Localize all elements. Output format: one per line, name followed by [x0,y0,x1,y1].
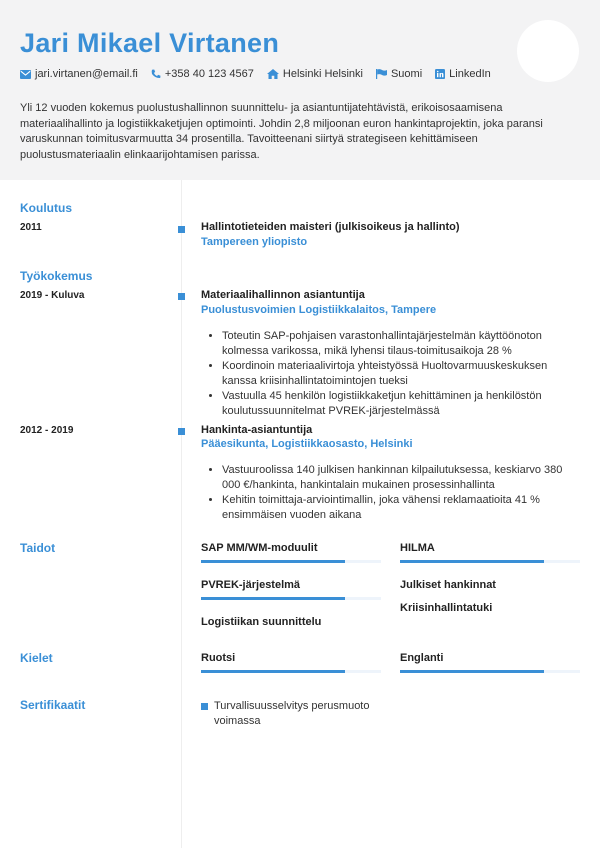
linkedin-icon [435,69,445,79]
contact-row [20,68,504,80]
experience-role: Materiaalihallinnon asiantuntija [201,289,365,301]
contact-location-text: Helsinki Helsinki [282,68,363,80]
contact-linkedin-text: LinkedIn [449,68,491,80]
contact-phone[interactable] [151,68,254,80]
skill-level-fill [400,560,544,563]
skill-level-track [201,560,381,563]
timeline-marker [178,226,185,233]
skill-label: Kriisinhallintatuki [400,602,493,614]
skill-label: PVREK-järjestelmä [201,579,301,591]
experience-organization: Pääesikunta, Logistiikkaosasto, Helsinki [201,438,413,450]
section-title-certificates: Sertifikaatit [20,698,86,712]
skill-item [400,602,580,614]
language-level-track [201,670,381,673]
skill-label: SAP MM/WM-moduulit [201,542,318,554]
contact-email-text: jari.virtanen@email.fi [35,68,138,80]
skill-item [400,579,580,591]
contact-email[interactable] [20,68,138,80]
experience-role: Hankinta-asiantuntija [201,424,313,436]
skill-level-fill [201,560,345,563]
list-item: • Toteutin SAP-pohjaisen varastonhallintajärjestelmän käyttöönoton kolmessa varikossa, mikä lyhensi tilaus-toimitusaikoja 28 % [222,329,582,359]
candidate-name: Jari Mikael Virtanen [20,28,280,58]
skill-item [201,542,381,554]
experience-date: 2012 - 2019 [20,425,74,436]
certificate-marker [201,703,208,710]
flag-icon [376,69,387,79]
timeline-divider [181,180,182,848]
skill-item [400,542,580,554]
skill-label: Julkiset hankinnat [400,579,496,591]
experience-bullets [201,463,582,523]
header-band [0,0,600,180]
language-label: Englanti [400,652,444,664]
mail-icon [20,70,31,79]
skill-level-track [400,560,580,563]
home-icon [267,69,279,79]
education-date: 2011 [20,222,42,233]
language-level-fill [201,670,345,673]
skill-level-fill [201,597,345,600]
list-item: • Vastuuroolissa 140 julkisen hankinnan kilpailutuksessa, keskiarvo 380 000 €/hankinta, hankintalain mukainen prosessinhallinta [222,463,582,493]
certificate-item [201,699,401,729]
section-title-education: Koulutus [20,201,72,215]
education-degree: Hallintotieteiden maisteri (julkisoikeus ja hallinto) [201,221,460,233]
timeline-marker [178,293,185,300]
section-title-experience: Työkokemus [20,269,93,283]
list-item: • Vastuulla 45 henkilön logistiikkaketjun kehittäminen ja henkilöstön koulutussuunnitelmat PVREK-järjestelmässä [222,389,582,419]
contact-location [267,68,363,80]
experience-date: 2019 - Kuluva [20,290,85,301]
contact-country-text: Suomi [390,68,423,80]
certificate-text: Turvallisuusselvitys perusmuoto voimassa [214,700,370,727]
skill-item [201,616,381,628]
section-title-languages: Kielet [20,651,53,665]
language-level-fill [400,670,544,673]
profile-photo-placeholder [517,20,579,82]
profile-summary: Yli 12 vuoden kokemus puolustushallinnon suunnittelu- ja asiantuntijatehtävistä, erikoisosaamisena materiaalihallinto ja logistiikkaketjujen optimointi. Johdin 2,8 miljoonan euron hankintaprojektin, joka paransi varuskunnan toimitusvarmuutta 34 prosentilla. Tavoitteenani siirtyä strategiseen kehittämiseen puolustusmateriaalin elinkaarijohtamisen parissa. [20,102,543,161]
language-label: Ruotsi [201,652,236,664]
language-level-track [400,670,580,673]
contact-linkedin[interactable] [435,68,491,80]
skill-level-track [201,597,381,600]
skill-label: Logistiikan suunnittelu [201,616,322,628]
language-item [400,652,580,664]
section-title-skills: Taidot [20,541,56,555]
skill-item [201,579,381,591]
education-school: Tampereen yliopisto [201,236,308,248]
phone-icon [151,69,161,79]
list-item: • Kehitin toimittaja-arviointimallin, joka vähensi reklamaatioita 41 % ensimmäisen vuoden aikana [222,493,582,523]
experience-bullets [201,329,582,419]
list-item: • Koordinoin materiaalivirtoja yhteistyössä Huoltovarmuuskeskuksen kanssa kriisinhallintatoimintojen tueksi [222,359,582,389]
contact-phone-text: +358 40 123 4567 [164,68,254,80]
experience-organization: Puolustusvoimien Logistiikkalaitos, Tampere [201,304,437,316]
skill-label: HILMA [400,542,435,554]
timeline-marker [178,428,185,435]
language-item [201,652,381,664]
contact-country [376,68,422,80]
